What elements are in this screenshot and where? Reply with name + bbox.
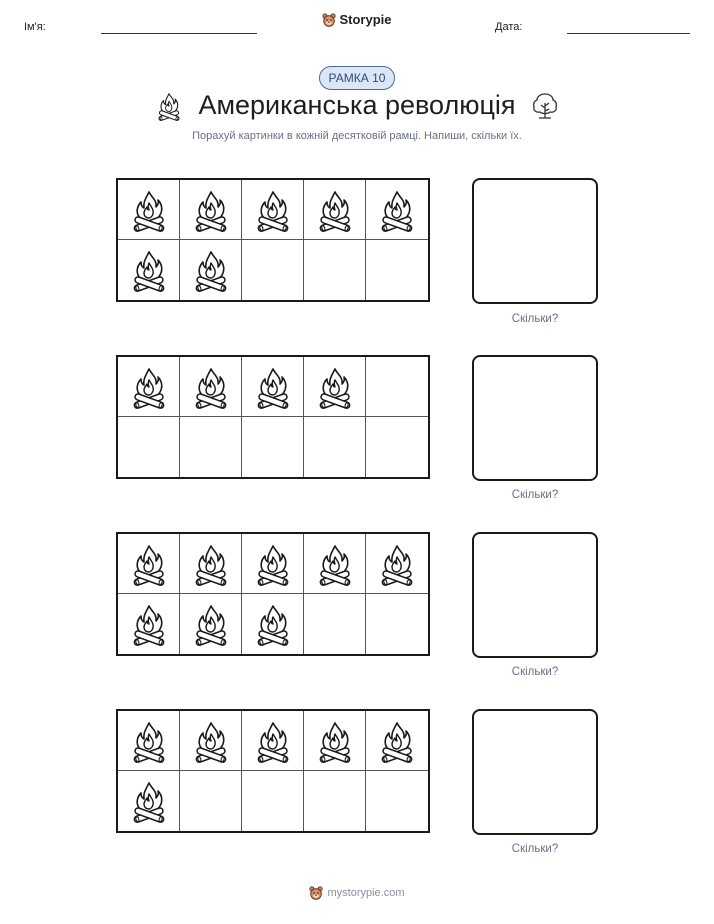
ten-frame-2 xyxy=(116,355,430,479)
frame-cell xyxy=(180,180,242,240)
campfire-icon xyxy=(317,188,353,232)
frame-cell xyxy=(366,711,428,771)
ten-frame-1 xyxy=(116,178,430,302)
frame-cell xyxy=(304,357,366,417)
frame-badge: РАМКА 10 xyxy=(319,66,396,90)
campfire-icon xyxy=(255,602,291,646)
campfire-icon xyxy=(255,188,291,232)
frame-cell xyxy=(366,594,428,654)
frame-cell xyxy=(118,534,180,594)
how-many-label-2: Скільки? xyxy=(511,489,559,501)
campfire-icon xyxy=(131,248,167,292)
campfire-icon xyxy=(131,719,167,763)
bear-logo-icon xyxy=(309,886,323,900)
brand-logo xyxy=(0,12,714,30)
frame-cell xyxy=(180,594,242,654)
frame-cell xyxy=(118,594,180,654)
frame-cell xyxy=(180,711,242,771)
frame-cell xyxy=(242,417,304,477)
campfire-icon xyxy=(193,602,229,646)
frame-cell xyxy=(242,240,304,300)
frame-cell xyxy=(304,594,366,654)
campfire-icon xyxy=(131,365,167,409)
campfire-icon xyxy=(193,719,229,763)
frame-cell xyxy=(304,240,366,300)
answer-box-3[interactable] xyxy=(472,532,598,658)
name-label: Ім'я: xyxy=(24,21,46,33)
frame-cell xyxy=(304,711,366,771)
footer xyxy=(0,886,714,903)
frame-cell xyxy=(180,240,242,300)
date-label: Дата: xyxy=(495,21,523,33)
frame-cell xyxy=(366,180,428,240)
date-write-line[interactable] xyxy=(567,33,690,34)
frame-cell xyxy=(180,534,242,594)
how-many-label-4: Скільки? xyxy=(511,843,559,855)
frame-cell xyxy=(180,771,242,831)
campfire-icon xyxy=(255,365,291,409)
frame-cell xyxy=(366,240,428,300)
brand-name: Storypie xyxy=(339,12,392,27)
footer-url[interactable]: mystorypie.com xyxy=(327,887,405,899)
how-many-label-3: Скільки? xyxy=(511,666,559,678)
frame-cell xyxy=(304,771,366,831)
title-row xyxy=(0,90,714,121)
campfire-icon xyxy=(317,719,353,763)
frame-cell xyxy=(304,534,366,594)
frame-cell xyxy=(242,711,304,771)
frame-cell xyxy=(118,417,180,477)
campfire-icon xyxy=(317,542,353,586)
frame-cell xyxy=(242,180,304,240)
frame-cell xyxy=(304,417,366,477)
frame-cell xyxy=(180,357,242,417)
how-many-label-1: Скільки? xyxy=(511,313,559,325)
campfire-icon xyxy=(379,542,415,586)
ten-frame-4 xyxy=(116,709,430,833)
answer-box-2[interactable] xyxy=(472,355,598,481)
frame-cell xyxy=(366,357,428,417)
frame-cell xyxy=(304,180,366,240)
frame-cell xyxy=(242,771,304,831)
campfire-icon xyxy=(193,365,229,409)
campfire-icon xyxy=(131,188,167,232)
frame-cell xyxy=(118,180,180,240)
frame-cell xyxy=(366,534,428,594)
frame-cell xyxy=(242,534,304,594)
campfire-icon xyxy=(255,542,291,586)
frame-cell xyxy=(366,771,428,831)
frame-cell xyxy=(242,357,304,417)
campfire-icon xyxy=(154,91,184,121)
campfire-icon xyxy=(193,188,229,232)
campfire-icon xyxy=(317,365,353,409)
answer-box-4[interactable] xyxy=(472,709,598,835)
frame-cell xyxy=(180,417,242,477)
campfire-icon xyxy=(193,248,229,292)
frame-cell xyxy=(366,417,428,477)
page-title: Американська революція xyxy=(198,90,516,120)
campfire-icon xyxy=(255,719,291,763)
frame-cell xyxy=(118,357,180,417)
campfire-icon xyxy=(131,779,167,823)
name-write-line[interactable] xyxy=(101,33,257,34)
instructions: Порахуй картинки в кожній десятковій рамці. Напиши, скільки їх. xyxy=(192,130,522,142)
frame-cell xyxy=(242,594,304,654)
answer-box-1[interactable] xyxy=(472,178,598,304)
campfire-icon xyxy=(131,602,167,646)
campfire-icon xyxy=(131,542,167,586)
frame-cell xyxy=(118,771,180,831)
ten-frame-3 xyxy=(116,532,430,656)
campfire-icon xyxy=(193,542,229,586)
bear-logo-icon xyxy=(322,13,336,27)
frame-cell xyxy=(118,711,180,771)
campfire-icon xyxy=(379,719,415,763)
campfire-icon xyxy=(379,188,415,232)
tree-icon xyxy=(530,91,560,121)
frame-cell xyxy=(118,240,180,300)
